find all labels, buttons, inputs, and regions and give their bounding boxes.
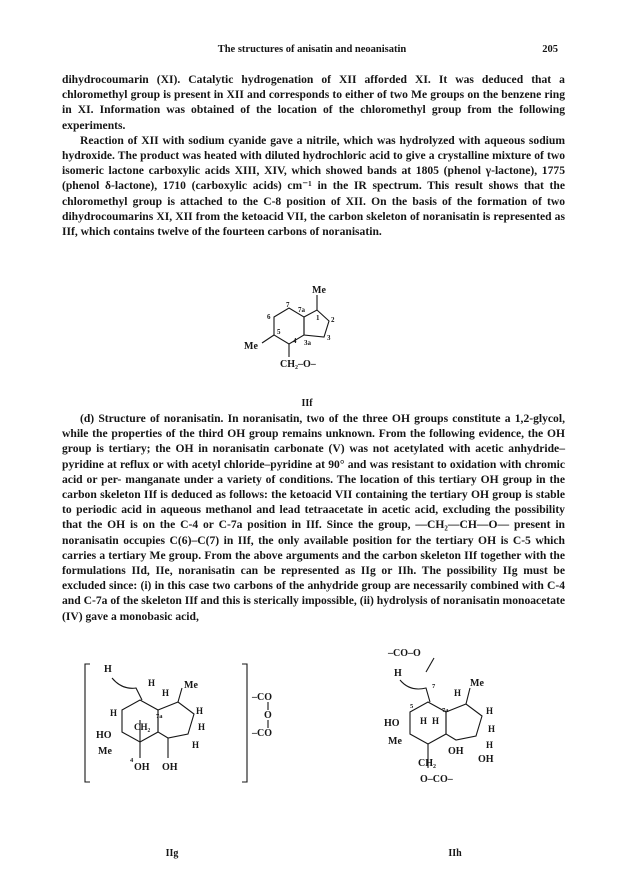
page-number: 205 — [542, 44, 558, 55]
atom-label: H — [148, 678, 156, 688]
position-number: 3a — [304, 339, 311, 347]
text-line: that a chloromethyl group is present in XII and corresponds to either of two Me — [62, 73, 565, 102]
text-line: is represented as IIf, which contains twelve of the fourteen carbons of noranisatin. — [62, 209, 565, 239]
side-chain-bond — [112, 678, 142, 700]
methyl-bond — [466, 688, 470, 704]
position-number: 6 — [267, 313, 271, 321]
atom-label: –CO–O — [388, 648, 421, 659]
structure-label-IIg: IIg — [165, 848, 179, 859]
text-line: Reaction of XII with sodium cyanide gave a nitrile, which was hydrolyzed with — [80, 133, 481, 147]
atom-label: HO — [384, 718, 400, 729]
position-number: 7a — [298, 306, 305, 314]
structure-IIg — [82, 658, 292, 788]
atom-label: H — [162, 688, 170, 698]
cyclopentane-ring — [158, 702, 194, 738]
atom-label: O–CO– — [420, 774, 453, 785]
structure-label-IIh: IIh — [448, 848, 462, 859]
text-line: OH group is stable to periodic acid in aqueous methanol and lead tetraacetate in — [62, 488, 565, 517]
atom-label: CH₂ — [418, 758, 436, 769]
atom-label: OH — [134, 762, 150, 773]
atom-label: –CO — [252, 692, 272, 703]
atom-label: H — [486, 706, 494, 716]
atom-label: OH — [162, 762, 178, 773]
text-line: dihydrocoumarin (XI). Catalytic hydrogenation of XII afforded XI. It was deduced — [62, 73, 524, 86]
atom-label: H — [198, 722, 206, 732]
atom-label: H — [486, 740, 494, 750]
text-line: dihydrocoumarins XI, XII from the ketoacid VII, the carbon skeleton of noranisatin — [62, 209, 480, 223]
atom-label: Me — [312, 285, 326, 296]
atom-label: Me — [184, 680, 198, 691]
text-line: in IIf, the only available position for the tertiary OH is C-5 which carries a tertiary — [62, 533, 565, 562]
page-header — [0, 44, 624, 60]
atom-label: H — [432, 716, 440, 726]
text-line: to give a crystalline mixture of two isomeric lactone carboxylic acids XIII, XIV, — [62, 149, 565, 178]
position-number: 7a — [156, 713, 163, 720]
text-line: IIg must be excluded since: (i) in this case two carbons of the anhydride group are — [62, 564, 565, 593]
structure-label-IIf: IIf — [301, 398, 313, 409]
text-line: (carboxylic acids) cm⁻¹ in the IR spectrum. This result shows that the chloromethyl — [62, 179, 566, 208]
methyl-bond — [262, 335, 274, 343]
text-line: necessarily combined with C-4 and C-7a of the skeleton IIf and this is sterically — [62, 579, 565, 608]
position-number: 7 — [432, 683, 436, 690]
position-number: 7 — [286, 301, 290, 309]
atom-label: H — [394, 668, 402, 679]
structure-IIf — [240, 283, 370, 383]
atom-label: OH — [478, 754, 494, 765]
text-line: a 1,2-glycol, while the properties of the third OH group remains unknown. From — [62, 412, 565, 441]
atom-label: Me — [388, 736, 402, 747]
methyl-bond — [178, 688, 182, 702]
atom-label: Me — [470, 678, 484, 689]
right-bracket — [242, 664, 247, 782]
text-line: formulations IId, IIe, noranisatin can be represented as IIg or IIh. The possibility — [62, 564, 497, 578]
left-bracket — [85, 664, 90, 782]
position-number: 2 — [331, 316, 335, 324]
atom-label: HO — [96, 730, 112, 741]
atom-label: O — [264, 710, 272, 721]
position-number: 5 — [277, 328, 281, 336]
text-line: Me group. From the above arguments and the carbon skeleton IIf together with the — [149, 548, 565, 562]
atom-label: –CO — [252, 728, 272, 739]
atom-label: H — [104, 664, 112, 675]
text-line: chloromethyl group from the following experiments. — [62, 103, 565, 132]
structure-IIh — [370, 642, 550, 812]
text-line: the following evidence, the OH group is tertiary; the OH in noranisatin carbonate — [62, 427, 565, 456]
atom-label: OH — [448, 746, 464, 757]
side-chain-bond — [400, 680, 430, 702]
running-title: The structures of anisatin and neoanisatin — [217, 44, 407, 55]
text-line: manganate under a variety of conditions. The location of this tertiary OH group in — [125, 472, 546, 486]
text-line: which showed bands at 1805 (phenol γ-lactone), 1775 (phenol δ-lactone), 1710 — [62, 164, 565, 193]
cyclopentane-ring — [446, 704, 482, 740]
text-line: IIf. Since the group, —CH₂—CH—O— present in noranisatin occupies C(6)–C(7) — [62, 518, 565, 547]
body-text-upper — [62, 72, 565, 239]
text-line: aqueous sodium hydroxide. The product was heated with diluted hydrochloric acid — [62, 133, 565, 163]
atom-label: CH₂–O– — [280, 359, 316, 370]
position-number: 4 — [293, 337, 297, 345]
atom-label: H — [192, 740, 200, 750]
atom-label: Me — [98, 746, 112, 757]
position-number: 4 — [130, 757, 134, 764]
text-line: acetic acid, excluding the possibility that the OH is on the C-4 or C-7a position in — [62, 503, 565, 532]
text-line: the carbon skeleton IIf is deduced as follows: the ketoacid VII containing the tertiary — [62, 472, 565, 502]
atom-label: Me — [244, 341, 258, 352]
paragraph-3 — [62, 411, 565, 624]
paragraph-2 — [62, 133, 565, 239]
cyclohexane-ring — [410, 702, 446, 744]
paragraph-1 — [62, 72, 565, 133]
text-line: impossible, (ii) hydrolysis of noranisatin monoacetate (IV) gave a monobasic acid, — [62, 594, 566, 623]
position-number: 7a — [442, 707, 449, 714]
atom-label: H — [420, 716, 428, 726]
body-text-lower — [62, 411, 565, 624]
text-line: (V) was not acetylated with acetic anhydride–pyridine at reflux or with acetyl — [62, 442, 565, 471]
atom-label: H — [454, 688, 462, 698]
ester-bond — [426, 658, 434, 672]
text-line: group is attached to the C-8 position of XII. On the basis of the formation of two — [132, 194, 565, 208]
position-number: 1 — [316, 314, 320, 322]
text-line: (d) Structure of noranisatin. In noranisatin, two of the three OH groups constitute — [80, 412, 501, 425]
text-line: groups on the benzene ring in XI. Information was obtained of the location of the — [62, 88, 565, 117]
atom-label: CH₂ — [134, 722, 151, 732]
atom-label: H — [110, 708, 118, 718]
atom-label: H — [488, 724, 496, 734]
text-line: chloride–pyridine at 90° and was resistant to oxidation with chromic acid or per- — [62, 457, 565, 486]
position-number: 5 — [410, 703, 414, 710]
atom-label: H — [196, 706, 204, 716]
position-number: 3 — [327, 334, 331, 342]
